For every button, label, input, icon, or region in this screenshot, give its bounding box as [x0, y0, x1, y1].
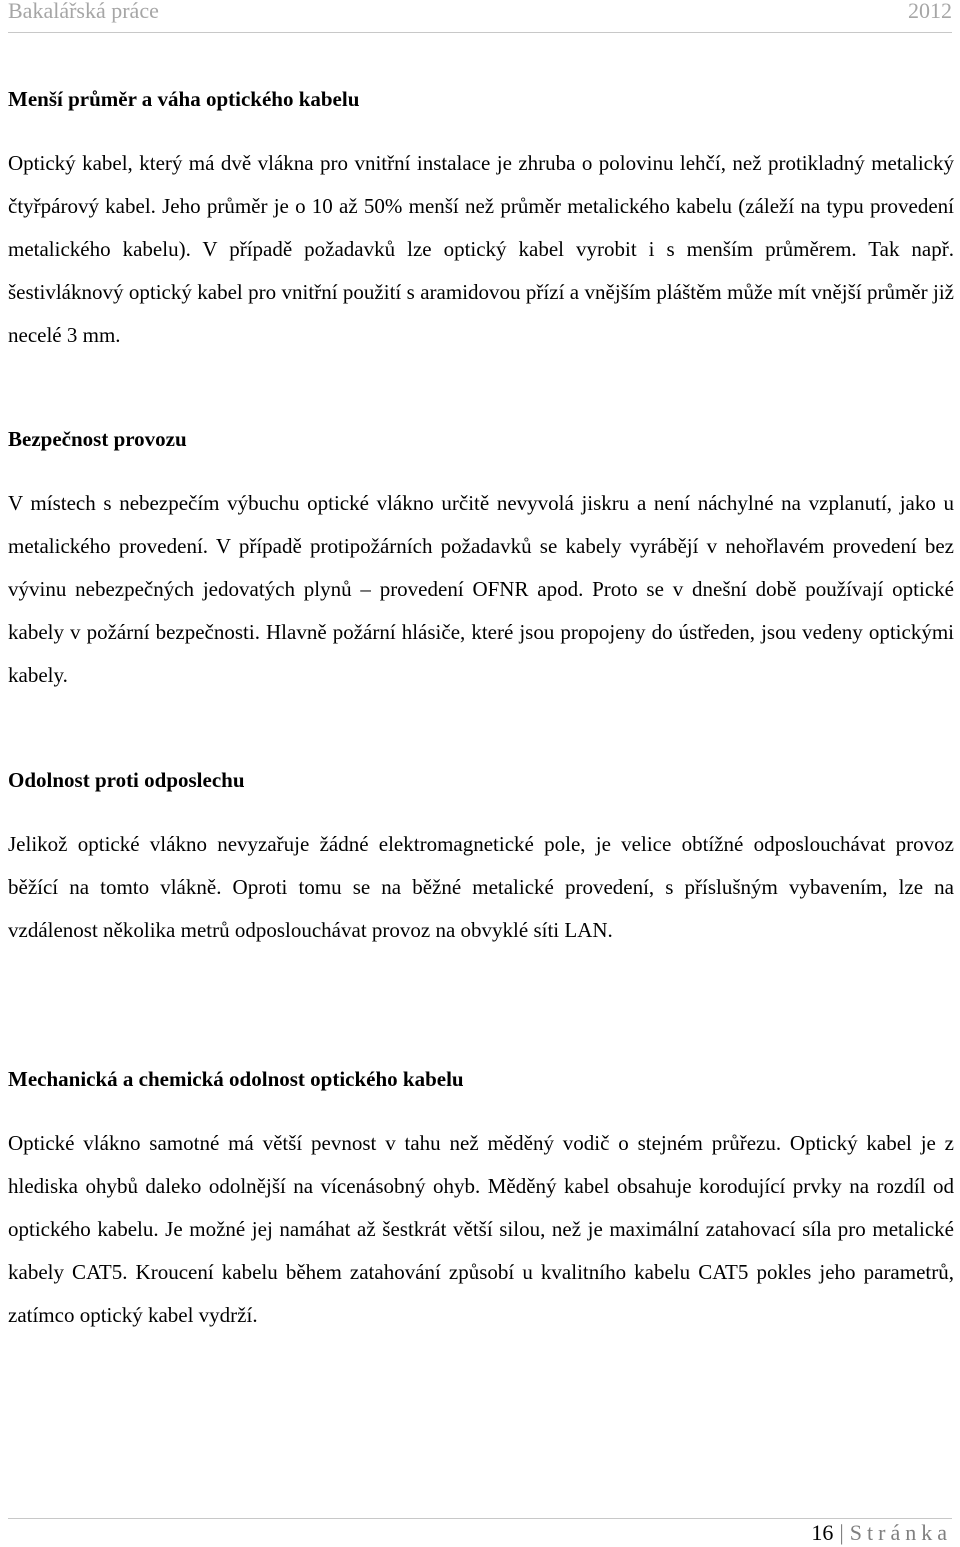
section-heading: Odolnost proti odposlechu: [8, 768, 245, 792]
section-heading: Mechanická a chemická odolnost optického kabelu: [8, 1067, 464, 1091]
header-title: Bakalářská práce: [8, 0, 159, 23]
section-operational-safety: [8, 426, 954, 697]
section-eavesdropping-resistance: [8, 767, 954, 952]
page-word: Stránka: [849, 1520, 952, 1545]
page-indicator: [811, 1520, 952, 1546]
page-header: [8, 0, 952, 33]
section-paragraph: Jelikož optické vlákno nevyzařuje žádné elektromagnetické pole, je velice obtížné odposlouchávat provoz běžící na tomto vlákně. Oproti tomu se na běžné metalické provedení, s příslušným vybavením, lze na vzdálenost několika metrů odposlouchávat provoz na obvyklé síti LAN.: [8, 832, 954, 942]
footer-separator: |: [839, 1520, 844, 1545]
section-heading: Bezpečnost provozu: [8, 427, 187, 451]
section-heading: Menší průměr a váha optického kabelu: [8, 87, 360, 111]
section-paragraph: Optický kabel, který má dvě vlákna pro vnitřní instalace je zhruba o polovinu lehčí, než protikladný metalický čtyřpárový kabel. Jeho průměr je o 10 až 50% menší než průměr metalického kabelu (záleží na typu provedení metalického kabelu). V případě požadavků lze optický kabel vyrobit i s menším průměrem. Tak např. šestivláknový optický kabel pro vnitřní použití s aramidovou přízí a vnějším pláštěm může mít vnější průměr již necelé 3 mm.: [8, 151, 954, 347]
section-smaller-diameter: [8, 86, 954, 357]
page-footer: [8, 1518, 952, 1547]
section-mechanical-chemical-resistance: [8, 1066, 954, 1337]
section-paragraph: Optické vlákno samotné má větší pevnost v tahu než měděný vodič o stejném průřezu. Optický kabel je z hlediska ohybů daleko odolnější na vícenásobný ohyb. Měděný kabel obsahuje korodující prvky na rozdíl od optického kabelu. Je možné jej namáhat až šestkrát větší silou, než je maximální zatahovací síla pro metalické kabely CAT5. Kroucení kabelu během zatahování způsobí u kvalitního kabelu CAT5 pokles jeho parametrů, zatímco optický kabel vydrží.: [8, 1131, 954, 1327]
page-number: 16: [811, 1520, 834, 1545]
header-year: 2012: [908, 0, 952, 23]
section-paragraph: V místech s nebezpečím výbuchu optické vlákno určitě nevyvolá jiskru a není náchylné na vzplanutí, jako u metalického provedení. V případě protipožárních požadavků se kabely vyrábějí v nehořlavém provedení bez vývinu nebezpečných jedovatých plynů – provedení OFNR apod. Proto se v dnešní době používají optické kabely v požární bezpečnosti. Hlavně požární hlásiče, které jsou propojeny do ústředen, jsou vedeny optickými kabely.: [8, 491, 954, 687]
